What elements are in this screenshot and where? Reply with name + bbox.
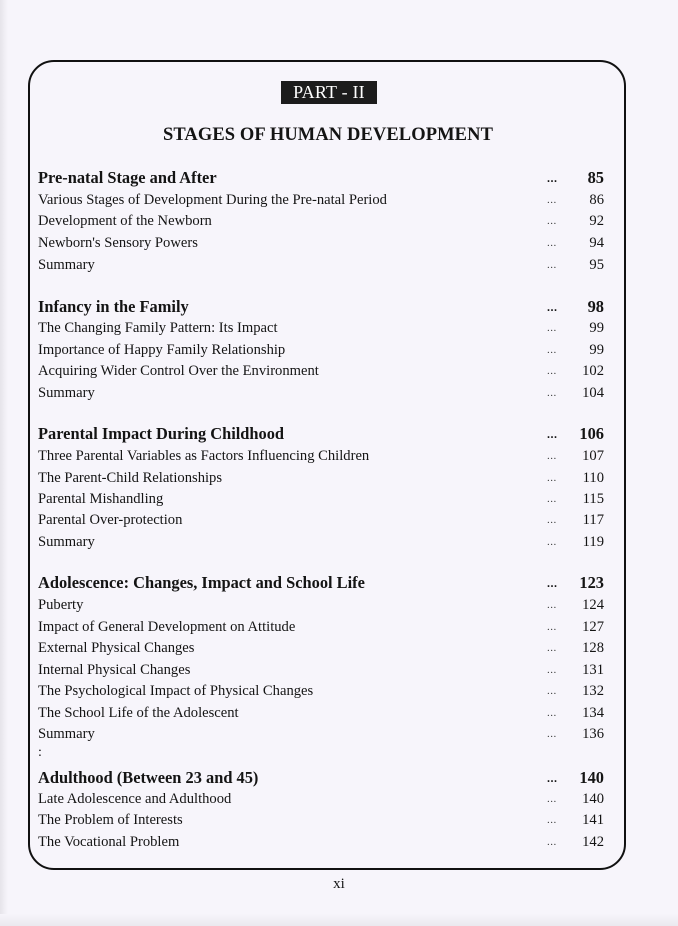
entry-title: The Psychological Impact of Physical Changes (38, 683, 314, 699)
leader-dots: ... (547, 728, 557, 740)
stray-colon-mark: : (38, 745, 42, 760)
entry-title: Late Adolescence and Adulthood (38, 791, 232, 807)
entry-title: Summary (38, 385, 95, 401)
entry-title: External Physical Changes (38, 640, 195, 656)
toc-entry[interactable] (38, 595, 604, 615)
page-number: 128 (582, 640, 604, 656)
toc-entry[interactable] (38, 832, 604, 852)
entry-title: Newborn's Sensory Powers (38, 235, 198, 251)
page-number: 104 (582, 385, 604, 401)
leader-dots: ... (547, 300, 558, 314)
page-number: 110 (582, 470, 604, 486)
part-label: PART - II (281, 81, 377, 104)
page-number: 99 (589, 342, 604, 358)
entry-title: The School Life of the Adolescent (38, 705, 239, 721)
leader-dots: ... (547, 621, 557, 633)
page-number: 85 (587, 168, 604, 187)
toc-entry[interactable] (38, 681, 604, 701)
toc-entry[interactable] (38, 361, 604, 381)
page-number: 86 (589, 192, 604, 208)
toc-entry[interactable] (38, 810, 604, 830)
leader-dots: ... (547, 576, 558, 590)
toc-entry[interactable] (38, 703, 604, 723)
entry-title: Summary (38, 726, 95, 742)
toc-section-heading[interactable] (38, 424, 604, 444)
toc-entry[interactable] (38, 724, 604, 744)
section-title: Infancy in the Family (38, 297, 189, 316)
toc-entry[interactable] (38, 789, 604, 809)
leader-dots: ... (547, 707, 557, 719)
leader-dots: ... (547, 493, 557, 505)
page-number: 115 (582, 491, 604, 507)
page-number: 131 (582, 662, 604, 678)
toc-entry[interactable] (38, 383, 604, 403)
toc-entry[interactable] (38, 510, 604, 530)
entry-title: Development of the Newborn (38, 213, 212, 229)
entry-title: Puberty (38, 597, 84, 613)
toc-entry[interactable] (38, 318, 604, 338)
leader-dots: ... (547, 194, 557, 206)
page-number: 123 (579, 573, 604, 592)
entry-title: Impact of General Development on Attitude (38, 619, 296, 635)
leader-dots: ... (547, 215, 557, 227)
page-number: 107 (582, 448, 604, 464)
toc-section-heading[interactable] (38, 168, 604, 188)
page-number: 99 (589, 320, 604, 336)
leader-dots: ... (547, 664, 557, 676)
page-number: 140 (579, 768, 604, 787)
page-number: 132 (582, 683, 604, 699)
leader-dots: ... (547, 536, 557, 548)
leader-dots: ... (547, 237, 557, 249)
page-number: 119 (582, 534, 604, 550)
entry-title: The Problem of Interests (38, 812, 183, 828)
leader-dots: ... (547, 344, 557, 356)
page-number: 94 (589, 235, 604, 251)
toc-entry[interactable] (38, 233, 604, 253)
leader-dots: ... (547, 599, 557, 611)
page-number: 98 (587, 297, 604, 316)
section-title: Adulthood (Between 23 and 45) (38, 768, 259, 787)
page-bottom-shadow (0, 914, 678, 926)
page-number: 106 (579, 424, 604, 443)
page-number: 142 (582, 834, 604, 850)
toc-section-heading[interactable] (38, 768, 604, 788)
leader-dots: ... (547, 450, 557, 462)
entry-title: Parental Mishandling (38, 491, 164, 507)
entry-title: Various Stages of Development During the Pre-natal Period (38, 192, 387, 208)
leader-dots: ... (547, 814, 557, 826)
leader-dots: ... (547, 365, 557, 377)
page-number: 92 (589, 213, 604, 229)
leader-dots: ... (547, 642, 557, 654)
toc-entry[interactable] (38, 190, 604, 210)
toc-entry[interactable] (38, 446, 604, 466)
page-number: 95 (589, 257, 604, 273)
page-number: 134 (582, 705, 604, 721)
toc-entry[interactable] (38, 211, 604, 231)
toc-entry[interactable] (38, 638, 604, 658)
section-title: Adolescence: Changes, Impact and School Life (38, 573, 365, 592)
leader-dots: ... (547, 171, 558, 185)
toc-section-heading[interactable] (38, 573, 604, 593)
toc-entry[interactable] (38, 340, 604, 360)
entry-title: Summary (38, 257, 95, 273)
leader-dots: ... (547, 793, 557, 805)
page-number: 124 (582, 597, 604, 613)
section-title: Pre-natal Stage and After (38, 168, 217, 187)
section-title: Parental Impact During Childhood (38, 424, 285, 443)
entry-title: The Vocational Problem (38, 834, 180, 850)
toc-entry[interactable] (38, 617, 604, 637)
page-number: 127 (582, 619, 604, 635)
page-number: 136 (582, 726, 604, 742)
toc-entry[interactable] (38, 660, 604, 680)
leader-dots: ... (547, 387, 557, 399)
entry-title: The Changing Family Pattern: Its Impact (38, 320, 278, 336)
entry-title: The Parent-Child Relationships (38, 470, 223, 486)
leader-dots: ... (547, 427, 558, 441)
page-number-footer: xi (333, 876, 345, 892)
toc-entry[interactable] (38, 532, 604, 552)
leader-dots: ... (547, 472, 557, 484)
page-number: 141 (582, 812, 604, 828)
toc-entry[interactable] (38, 468, 604, 488)
entry-title: Importance of Happy Family Relationship (38, 342, 286, 358)
entry-title: Three Parental Variables as Factors Influencing Children (38, 448, 370, 464)
part-title: STAGES OF HUMAN DEVELOPMENT (162, 125, 494, 145)
leader-dots: ... (547, 322, 557, 334)
page-edge-shadow (0, 0, 8, 926)
leader-dots: ... (547, 259, 557, 271)
page-number: 140 (582, 791, 604, 807)
entry-title: Summary (38, 534, 95, 550)
toc-section-heading[interactable] (38, 297, 604, 317)
leader-dots: ... (547, 514, 557, 526)
leader-dots: ... (547, 771, 558, 785)
entry-title: Acquiring Wider Control Over the Environment (38, 363, 319, 379)
page-number: 102 (582, 363, 604, 379)
leader-dots: ... (547, 836, 557, 848)
leader-dots: ... (547, 685, 557, 697)
entry-title: Parental Over-protection (38, 512, 183, 528)
toc-entry[interactable] (38, 489, 604, 509)
toc-entry[interactable] (38, 255, 604, 275)
page-number: 117 (582, 512, 604, 528)
entry-title: Internal Physical Changes (38, 662, 191, 678)
